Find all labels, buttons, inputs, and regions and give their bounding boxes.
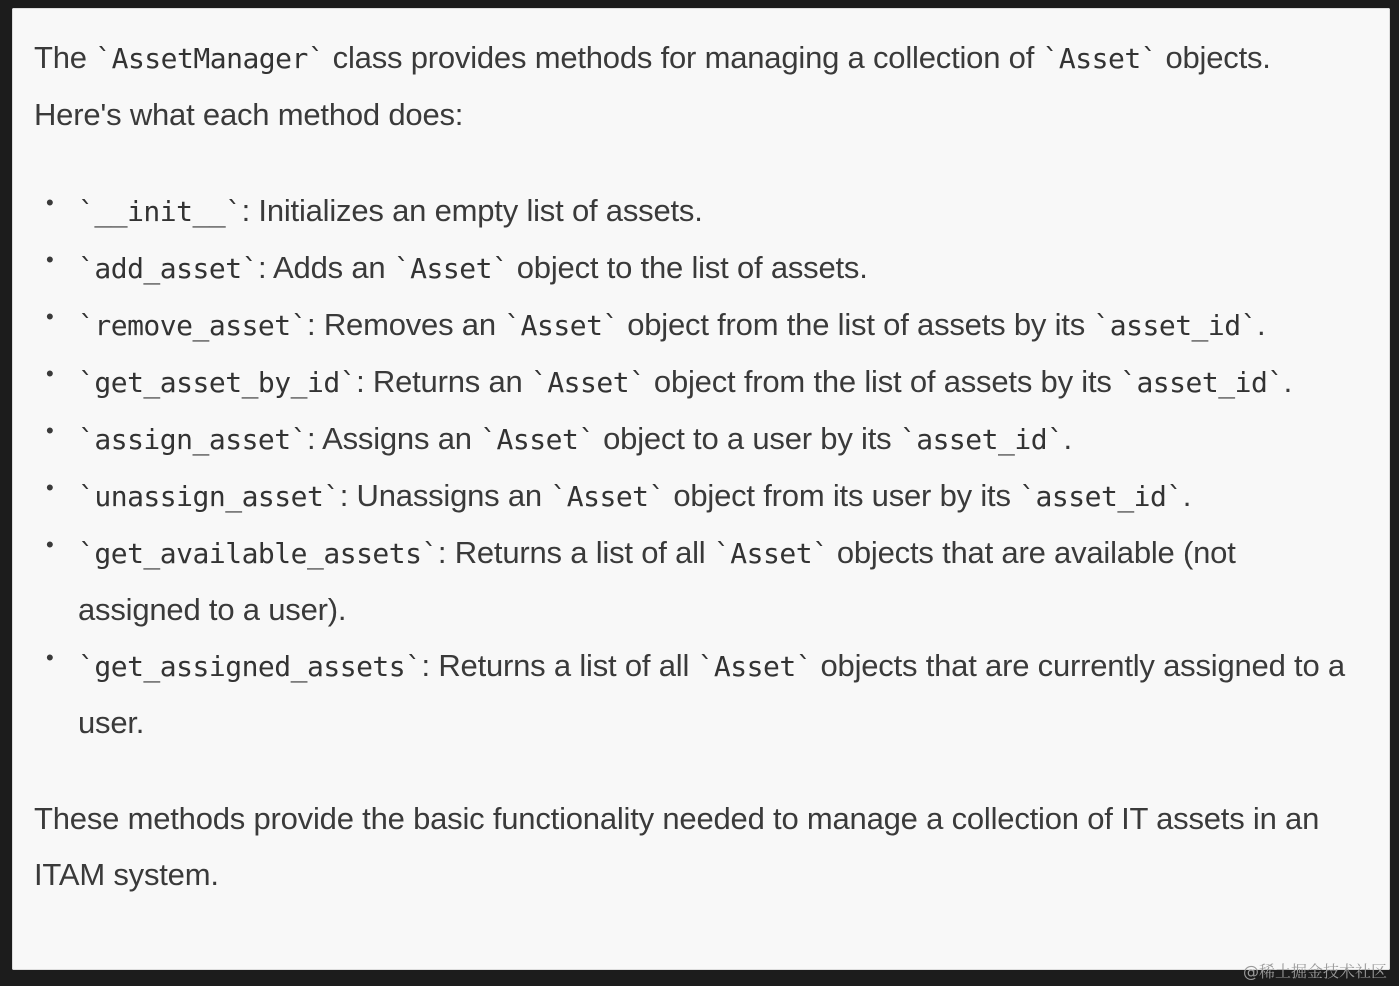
outro-paragraph: These methods provide the basic functionality needed to manage a collection of IT assets in an ITAM system. (34, 801, 1320, 892)
list-item: • `__init__`: Initializes an empty list of assets. (78, 183, 1364, 240)
message-content (34, 30, 1364, 903)
inline-code: `get_available_assets` (78, 537, 438, 570)
inline-code: `asset_id` (1120, 366, 1284, 399)
inline-code: `asset_id` (899, 423, 1064, 456)
list-item: • `assign_asset`: Assigns an `Asset` object to a user by its `asset_id`. (78, 411, 1364, 468)
inline-code: `remove_asset` (78, 309, 308, 342)
inline-code: `Asset` (550, 480, 665, 513)
inline-code: `asset_id` (1019, 480, 1183, 513)
inline-code: `add_asset` (78, 252, 258, 285)
inline-code: `Asset` (1042, 42, 1158, 75)
inline-code: `Asset` (697, 650, 813, 683)
list-item: • `get_asset_by_id`: Returns an `Asset` object from the list of assets by its `asset_id`. (78, 354, 1364, 411)
inline-code: `get_asset_by_id` (78, 366, 357, 399)
list-item: • `get_assigned_assets`: Returns a list of all `Asset` objects that are currently assigned to a user. (78, 638, 1364, 751)
list-item: • `add_asset`: Adds an `Asset` object to the list of assets. (78, 240, 1364, 297)
intro-paragraph: The `AssetManager` class provides methods for managing a collection of `Asset` objects. Here's what each method does: (34, 40, 1271, 132)
inline-code: `unassign_asset` (78, 480, 340, 513)
method-list (34, 183, 1364, 751)
list-item: • `get_available_assets`: Returns a list of all `Asset` objects that are available (not assigned to a user). (78, 525, 1364, 638)
list-item: • `unassign_asset`: Unassigns an `Asset` object from its user by its `asset_id`. (78, 468, 1364, 525)
inline-code: `get_assigned_assets` (78, 650, 422, 683)
inline-code: `__init__` (78, 195, 242, 228)
inline-code: `Asset` (530, 366, 646, 399)
inline-code: `AssetManager` (95, 42, 325, 75)
inline-code: `Asset` (393, 252, 509, 285)
inline-code: `Asset` (480, 423, 595, 456)
inline-code: `Asset` (504, 309, 619, 342)
inline-code: `Asset` (713, 537, 829, 570)
inline-code: `asset_id` (1093, 309, 1257, 342)
message-panel (12, 8, 1390, 970)
list-item: • `remove_asset`: Removes an `Asset` object from the list of assets by its `asset_id`. (78, 297, 1364, 354)
watermark: @稀土掘金技术社区 (1242, 962, 1387, 981)
inline-code: `assign_asset` (78, 423, 308, 456)
